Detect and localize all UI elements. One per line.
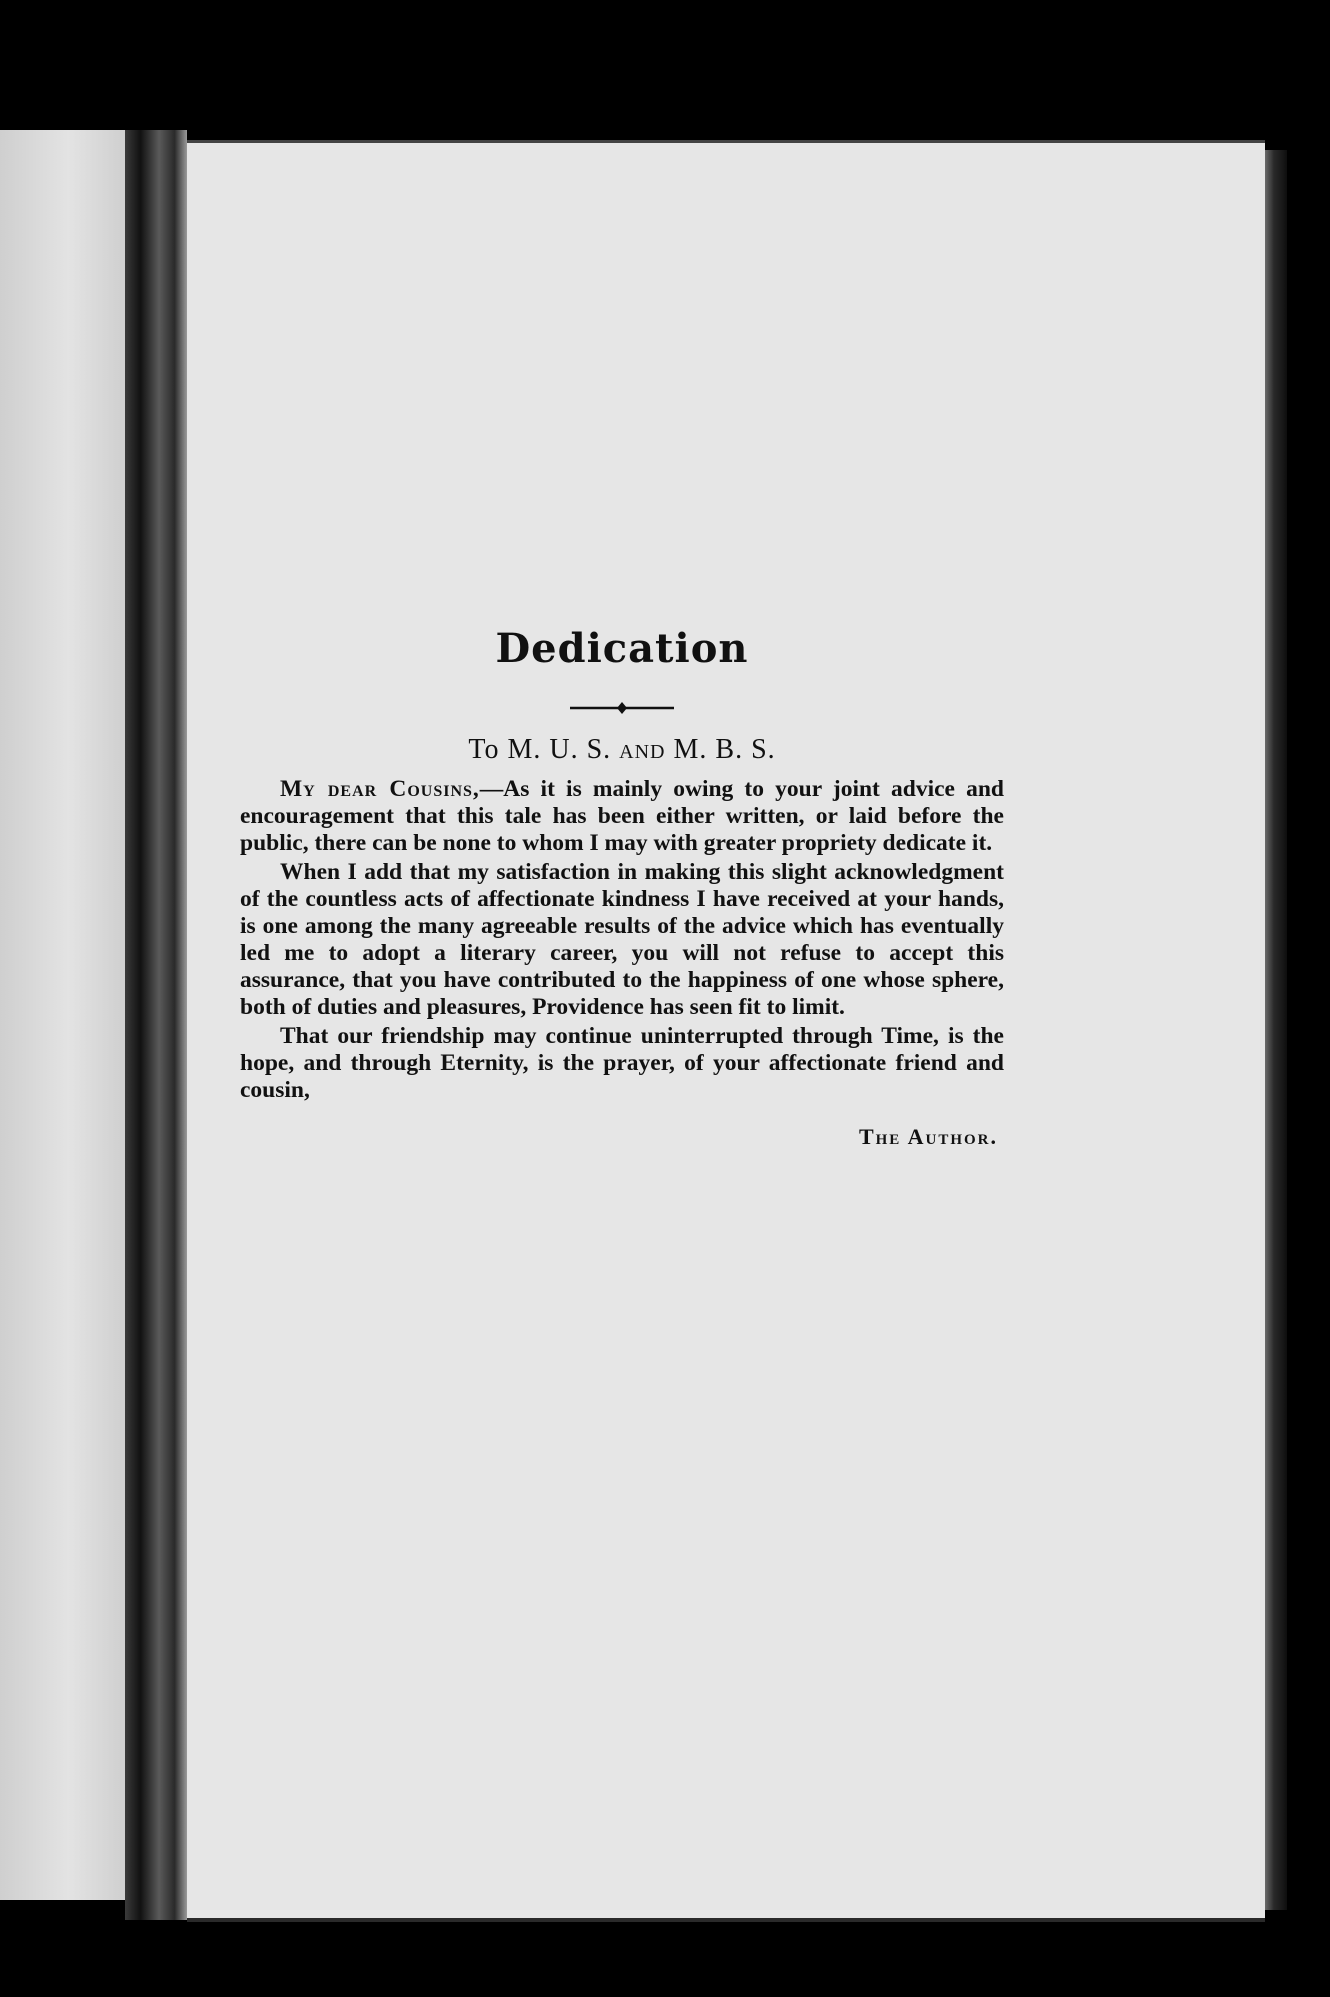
salutation: My dear Cousins,: [280, 776, 480, 802]
facing-page-fragment: [0, 130, 127, 1900]
dedication-content: [240, 625, 1004, 1150]
signature: The Author.: [858, 1124, 998, 1149]
addressee-line: [240, 734, 1004, 766]
addressee-second: M. B. S.: [673, 734, 776, 765]
page-title: Dedication: [495, 625, 749, 672]
dedication-paragraph-1: [240, 776, 1004, 857]
addressee-and: AND: [619, 741, 666, 763]
addressee-to: To: [468, 734, 500, 765]
paragraph-1-text: —As it is mainly owing to your joint advice and encouragement that this tale has been either written, or laid before the public, there can be none to whom I may with greater propriety dedicate it.: [240, 776, 1005, 856]
dedication-paragraph-2: When I add that my satisfaction in making this slight acknowledgment of the countless acts of affectionate kindness I have received at your hands, is one among the many agreeable results of the advice which has eventually led me to adopt a literary career, you will not refuse to accept this assurance, that you have contributed to the happiness of one whose sphere, both of duties and pleasures, Providence has seen fit to limit.: [240, 859, 1004, 1020]
addressee-first: M. U. S.: [507, 734, 612, 765]
book-gutter: [125, 130, 187, 1920]
dedication-paragraph-3: That our friendship may continue uninterrupted through Time, is the hope, and through Eternity, is the prayer, of your affectionate friend and cousin,: [240, 1023, 1004, 1103]
ornament-rule-icon: [570, 702, 674, 714]
page-edge-shadow: [1265, 150, 1287, 1910]
